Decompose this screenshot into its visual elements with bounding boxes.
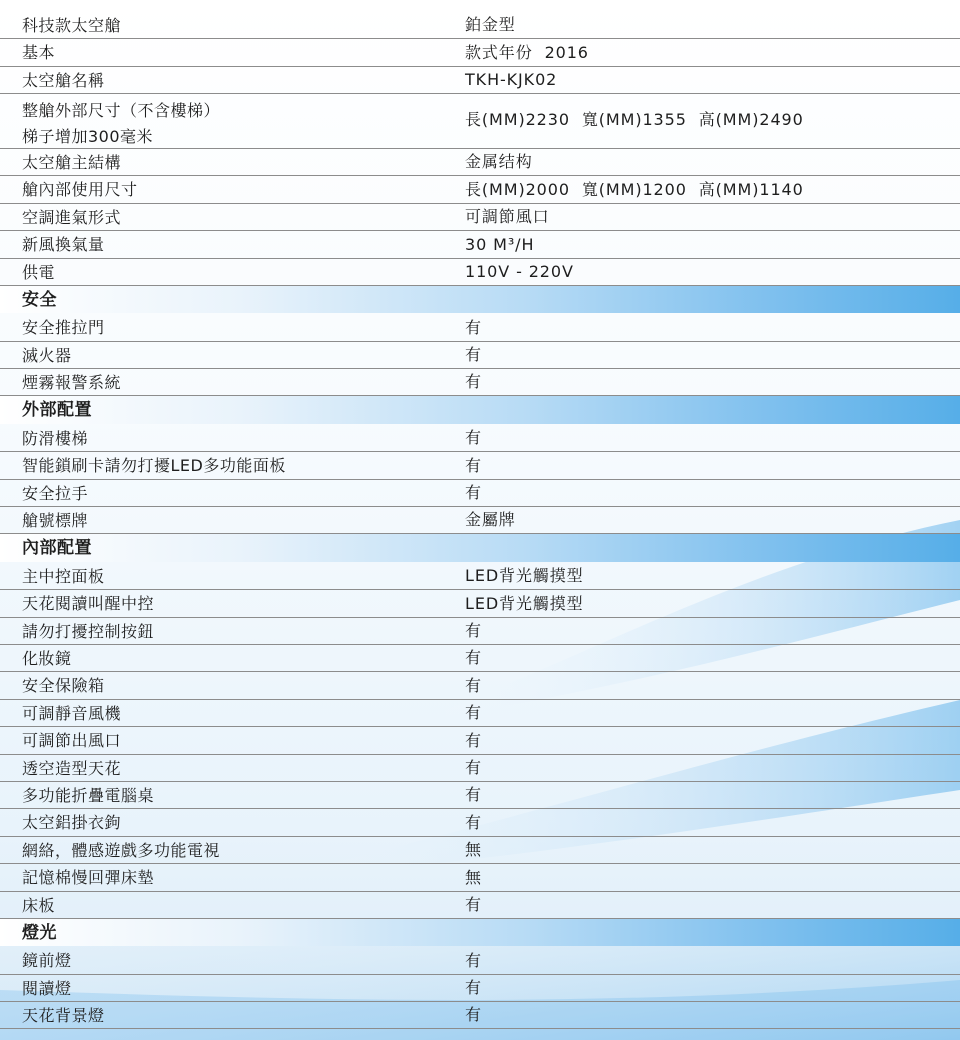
row-value: 有 xyxy=(465,621,482,640)
table-row xyxy=(0,94,960,149)
table-row xyxy=(0,425,960,452)
row-value: 金屬牌 xyxy=(465,510,516,530)
row-value: 有 xyxy=(465,950,482,970)
row-label: 艙內部使用尺寸 xyxy=(22,180,138,200)
row-label: 安全拉手 xyxy=(22,483,89,503)
row-value: 無 xyxy=(465,840,482,860)
section-header-safety xyxy=(0,286,960,313)
table-row xyxy=(0,149,960,176)
row-label: 請勿打擾控制按鈕 xyxy=(22,621,155,641)
table-row xyxy=(0,507,960,534)
row-label: 網絡，體感遊戲多功能電視 xyxy=(22,840,221,860)
section-title: 燈光 xyxy=(22,922,57,943)
row-value: 無 xyxy=(465,867,482,887)
row-label: 化妝鏡 xyxy=(22,649,72,668)
row-label: 新風換氣量 xyxy=(22,235,105,255)
table-row xyxy=(0,231,960,258)
table-row xyxy=(0,204,960,231)
row-value: 有 xyxy=(465,483,482,503)
section-header-lighting xyxy=(0,919,960,946)
row-value: 有 xyxy=(465,812,482,832)
row-label: 滅火器 xyxy=(22,345,72,365)
row-label: 供電 xyxy=(22,262,56,282)
table-row xyxy=(0,947,960,974)
table-row xyxy=(0,259,960,286)
table-row xyxy=(0,452,960,479)
table-row xyxy=(0,837,960,864)
spec-table xyxy=(0,12,960,1029)
row-value: 有 xyxy=(465,345,482,365)
row-value: 110V - 220V xyxy=(465,261,574,281)
row-label: 太空鋁掛衣鉤 xyxy=(22,813,122,833)
row-value: LED背光觸摸型 xyxy=(465,593,584,613)
table-row xyxy=(0,809,960,836)
row-value: 有 xyxy=(465,455,482,475)
section-title: 內部配置 xyxy=(22,538,92,559)
row-value: 有 xyxy=(465,757,482,777)
row-value: 有 xyxy=(465,894,482,914)
row-label: 鏡前燈 xyxy=(22,951,72,971)
section-header-interior xyxy=(0,534,960,561)
row-label: 天花背景燈 xyxy=(22,1006,105,1026)
row-value: LED背光觸摸型 xyxy=(465,566,584,586)
row-label: 記憶棉慢回彈床墊 xyxy=(22,868,155,888)
table-row xyxy=(0,755,960,782)
row-label: 天花閱讀叫醒中控 xyxy=(22,594,155,614)
row-label: 智能鎖刷卡請勿打擾LED多功能面板 xyxy=(22,456,286,476)
table-row xyxy=(0,645,960,672)
row-value: 有 xyxy=(465,730,482,750)
table-row xyxy=(0,176,960,203)
row-label: 透空造型天花 xyxy=(22,758,122,778)
row-label: 可調節出風口 xyxy=(22,731,122,751)
row-label: 閱讀燈 xyxy=(22,978,72,998)
row-label: 太空艙主結構 xyxy=(22,152,122,172)
row-value: 有 xyxy=(465,428,482,448)
row-value: 有 xyxy=(465,675,482,695)
row-label xyxy=(22,98,220,150)
row-label: 主中控面板 xyxy=(22,566,105,586)
row-value: 可調節風口 xyxy=(465,207,550,227)
row-label: 床板 xyxy=(22,895,56,915)
table-row xyxy=(0,67,960,94)
row-value: 有 xyxy=(465,317,482,337)
row-value: 長(MM)2000 寬(MM)1200 高(MM)1140 xyxy=(465,179,804,199)
table-row xyxy=(0,12,960,39)
row-value: 有 xyxy=(465,648,482,668)
table-row xyxy=(0,700,960,727)
row-value: 有 xyxy=(465,978,482,998)
section-title: 外部配置 xyxy=(22,400,92,421)
table-row xyxy=(0,314,960,341)
table-row xyxy=(0,563,960,590)
table-row xyxy=(0,782,960,809)
row-label: 多功能折疊電腦桌 xyxy=(22,785,155,805)
row-value: 金属结构 xyxy=(465,152,533,172)
table-row xyxy=(0,369,960,396)
row-label: 安全保險箱 xyxy=(22,676,105,696)
row-value: 款式年份 2016 xyxy=(465,42,589,62)
table-row xyxy=(0,892,960,919)
row-label: 基本 xyxy=(22,43,56,63)
row-value: 30 M³/H xyxy=(465,234,535,254)
row-label: 科技款太空艙 xyxy=(22,16,122,35)
row-label: 艙號標牌 xyxy=(22,511,89,531)
table-row xyxy=(0,480,960,507)
row-value: 長(MM)2230 寬(MM)1355 高(MM)2490 xyxy=(465,110,804,130)
row-label: 防滑樓梯 xyxy=(22,428,89,448)
row-label-line: 梯子增加300毫米 xyxy=(22,127,154,147)
table-row xyxy=(0,672,960,699)
table-row xyxy=(0,39,960,66)
table-row xyxy=(0,727,960,754)
table-row xyxy=(0,590,960,617)
row-label: 安全推拉門 xyxy=(22,318,105,338)
row-label: 空調進氣形式 xyxy=(22,207,122,227)
row-value: 有 xyxy=(465,703,482,723)
row-label: 太空艙名稱 xyxy=(22,70,105,90)
table-row xyxy=(0,1002,960,1029)
row-value: 有 xyxy=(465,372,482,392)
section-title: 安全 xyxy=(22,289,57,310)
row-label: 煙霧報警系統 xyxy=(22,373,122,393)
table-row xyxy=(0,864,960,891)
section-header-exterior xyxy=(0,396,960,423)
row-value: 有 xyxy=(465,1005,482,1025)
table-row xyxy=(0,618,960,645)
table-row xyxy=(0,342,960,369)
row-label-line: 整艙外部尺寸（不含樓梯） xyxy=(22,101,221,121)
row-value: 有 xyxy=(465,785,482,805)
row-value: TKH-KJK02 xyxy=(465,70,558,90)
row-label: 可調靜音風機 xyxy=(22,703,122,723)
row-value: 鉑金型 xyxy=(465,15,516,35)
table-row xyxy=(0,975,960,1002)
